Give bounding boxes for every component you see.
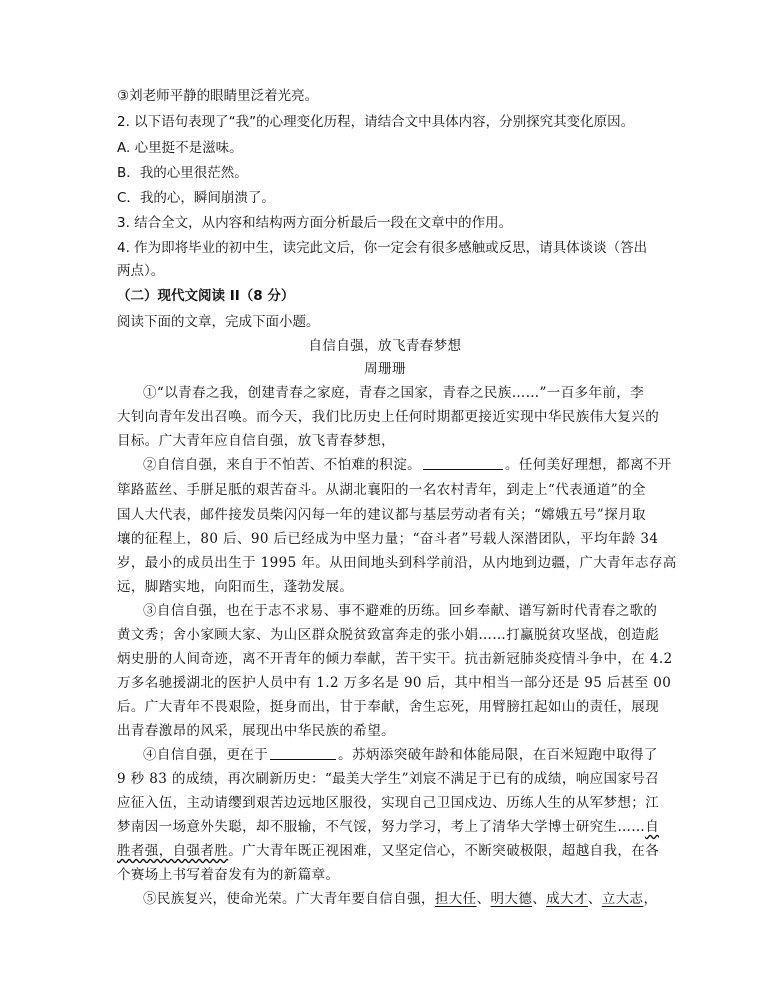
- paragraph-3-line: 后。广大青年不畏艰险，挺身而出，甘于奉献，舍生忘死，用臂膀扛起如山的责任，展现: [117, 699, 660, 715]
- paragraph-2-line: 国人大代表，邮件接发员柴闪闪每一年的建议都与基层劳动者有关；“嫦娥五号”探月取: [117, 507, 646, 523]
- paragraph-3-line: 炳史册的人间奇迹，离不开青年的倾力奉献，苦干实干。抗击新冠肺炎疫情斗争中，在 4.2: [117, 651, 673, 667]
- paragraph-4-start: ④自信自强，更在于: [143, 747, 269, 763]
- paragraph-4-line-3: [117, 818, 659, 836]
- question-2-option-c: C．我的心，瞬间崩溃了。: [117, 190, 275, 206]
- underlined-phrase: 立大志: [601, 891, 644, 907]
- question-2: 2. 以下语句表现了“我”的心理变化历程，请结合文中具体内容，分别探究其变化原因。: [117, 114, 635, 130]
- article-title: 自信自强，放飞青春梦想: [308, 338, 462, 354]
- paragraph-1-line: ①“以青春之我，创建青春之家庭，青春之国家，青春之民族……”一百多年前，李: [143, 385, 645, 401]
- article-author: 周珊珊: [364, 361, 406, 377]
- paragraph-1-line: 目标。广大青年应自信自强，放飞青春梦想，: [117, 433, 395, 449]
- paragraph-2-line: 岁，最小的成员出生于 1995 年。从田间地头到科学前沿，从内地到边疆，广大青年志存高: [117, 555, 677, 571]
- question-2-option-a: A. 心里挺不是滋味。: [117, 140, 243, 156]
- question-4-line-2: 两点）。: [117, 263, 165, 279]
- paragraph-1-line: 大钊向青年发出召唤。而今天，我们比历史上任何时期都更接近实现中华民族伟大复兴的: [117, 409, 660, 425]
- underlined-phrase: 成大才: [546, 891, 588, 907]
- paragraph-4-line-1: [143, 746, 658, 764]
- wavy-underlined-phrase: 自: [645, 819, 660, 835]
- question-2-option-b: B．我的心里很茫然。: [117, 165, 248, 181]
- answer-blank-2[interactable]: [270, 746, 336, 760]
- paragraph-2-line: 远，脚踏实地，向阳而生，蓬勃发展。: [117, 579, 354, 595]
- paragraph-4-line-4-rest: 。广大青年既正视困难，又坚定信心，不断突破极限，超越自我，在各: [228, 843, 660, 859]
- section-instruction: 阅读下面的文章，完成下面小题。: [117, 314, 320, 330]
- paragraph-2-line: 壤的征程上，80 后、90 后已经成为中坚力量；“奋斗者”号载人深潜团队，平均年龄 34: [117, 531, 659, 547]
- answer-blank-1[interactable]: [423, 456, 503, 470]
- paragraph-3-line: ③自信自强，也在于志不求易、事不避难的历练。回乡奉献、谱写新时代青春之歌的: [143, 603, 658, 619]
- question-1-item-3: ③刘老师平静的眼睛里泛着光亮。: [117, 88, 319, 104]
- paragraph-2-line-1: [143, 456, 672, 474]
- paragraph-4-line-3-text: 梦南因一场意外失聪，却不服输，不气馁，努力学习，考上了清华大学博士研究生……: [117, 819, 646, 835]
- paragraph-4-line: 9 秒 83 的成绩，再次刷新历史：“最美大学生”刘宸不满足于已有的成绩，响应国家号召: [117, 771, 660, 787]
- paragraph-5-start: ⑤民族复兴，使命光荣。广大青年要自信自强，: [143, 891, 435, 907]
- paragraph-5-end: ，: [643, 891, 658, 907]
- question-4-line-1: 4. 作为即将毕业的初中生，读完此文后，你一定会有很多感触或反思，请具体谈谈（答出: [117, 240, 648, 256]
- underlined-phrase: 明大德: [490, 891, 533, 907]
- paragraph-3-line: 黄文秀；舍小家顾大家、为山区群众脱贫致富奔走的张小娟……打赢脱贫攻坚战，创造彪: [117, 627, 660, 643]
- paragraph-3-line: 出青春激昂的风采，展现出中华民族的希望。: [117, 723, 395, 739]
- separator: 、: [476, 891, 491, 907]
- paragraph-5-line-1: [143, 890, 657, 908]
- paragraph-2-line: 筚路蓝丝、手胼足胝的艰苦奋斗。从湖北襄阳的一名农村青年，到走上“代表通道”的全: [117, 482, 646, 498]
- paragraph-3-line: 万多名驰援湖北的医护人员中有 1.2 万多名是 90 后，其中相当一部分还是 95 后甚至 00: [117, 675, 672, 691]
- paragraph-4-line: 应征入伍，主动请缨到艰苦边远地区服役，实现自己卫国戍边、历练人生的从军梦想；江: [117, 795, 660, 811]
- underlined-phrase: 担大任: [434, 891, 477, 907]
- paragraph-4-after-blank: 。苏炳添突破年龄和体能局限，在百米短跑中取得了: [338, 747, 658, 763]
- question-3: 3. 结合全文，从内容和结构两方面分析最后一段在文章中的作用。: [117, 215, 513, 231]
- paragraph-4-line-4: [117, 842, 659, 860]
- paragraph-2-start: ②自信自强，来自于不怕苦、不怕难的积淀。: [143, 457, 421, 473]
- wavy-underlined-phrase: 胜者强，自强者胜: [117, 843, 229, 859]
- separator: 、: [587, 891, 602, 907]
- section-heading: （二）现代文阅读 II（8 分）: [117, 288, 295, 304]
- paragraph-2-after-blank: 。任何美好理想，都离不开: [505, 457, 672, 473]
- separator: 、: [532, 891, 547, 907]
- paragraph-4-line: 个赛场上书写着奋发有为的新篇章。: [117, 867, 340, 883]
